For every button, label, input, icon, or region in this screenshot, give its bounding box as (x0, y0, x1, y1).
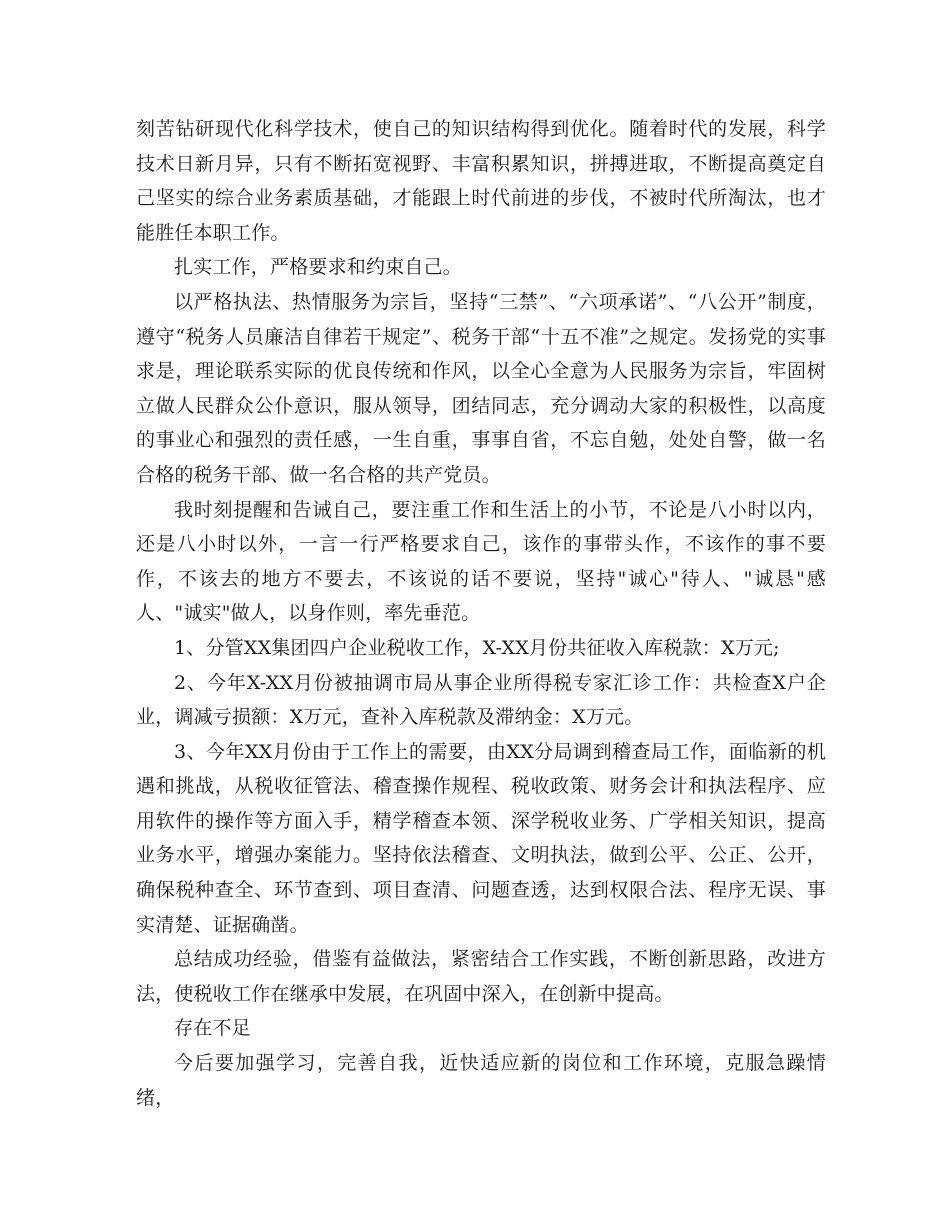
paragraph-summary: 总结成功经验，借鉴有益做法，紧密结合工作实践，不断创新思路，改进方法，使税收工作在继承中发展，在巩固中深入，在创新中提高。 (136, 948, 826, 1005)
paragraph-item-2: 2、今年X-XX月份被抽调市局从事企业所得税专家汇诊工作：共检查X户企业，调减亏损额：X万元，查补入库税款及滞纳金：X万元。 (136, 671, 826, 729)
paragraph-item-1: 1、分管XX集团四户企业税收工作，X-XX月份共征收入库税款：X万元; (174, 636, 780, 659)
paragraph-item-3: 3、今年XX月份由于工作上的需要，由XX分局调到稽查局工作，面临新的机遇和挑战，从税收征管法、稽查操作规程、税收政策、财务会计和执法程序、应用软件的操作等方面入手，精学稽查本领、深学税收业务、广学相关知识，提高业务水平，增强办案能力。坚持依法稽查、文明执法，做到公平、公正、公开，确保税种查全、环节查到、项目查清、问题查透，达到权限合法、程序无误、事实清楚、证据确凿。 (136, 740, 826, 936)
paragraph-principles: 以严格执法、热情服务为宗旨，坚持“三禁”、“六项承诺”、“八公开”制度，遵守“税务人员廉洁自律若干规定”、税务干部“十五不准”之规定。发扬党的实事求是，理论联系实际的优良传统和作风，以全心全意为人民服务为宗旨，牢固树立做人民群众公仆意识，服从领导，团结同志，充分调动大家的积极性，以高度的事业心和强烈的责任感，一生自重，事事自省，不忘自勉，处处自警，做一名合格的税务干部、做一名合格的共产党员。 (136, 290, 826, 486)
paragraph-heading-work: 扎实工作，严格要求和约束自己。 (174, 256, 463, 279)
paragraph-future: 今后要加强学习，完善自我，近快适应新的岗位和工作环境，克服急躁情绪， (136, 1052, 826, 1109)
paragraph-heading-shortcomings: 存在不足 (174, 1017, 251, 1040)
paragraph-continuation: 刻苦钻研现代化科学技术，使自己的知识结构得到优化。随着时代的发展，科学技术日新月异，只有不断拓宽视野、丰富积累知识，拼搏进取，不断提高奠定自己坚实的综合业务素质基础，才能跟上时代前进的步伐，不被时代所淘汰，也才能胜任本职工作。 (136, 118, 826, 244)
document-page (136, 112, 826, 1115)
paragraph-self-discipline: 我时刻提醒和告诫自己，要注重工作和生活上的小节，不论是八小时以内，还是八小时以外，一言一行严格要求自己，该作的事带头作，不该作的事不要作，不该去的地方不要去，不该说的话不要说，坚持"诚心"待人、"诚恳"感人、"诚实"做人，以身作则，率先垂范。 (136, 498, 826, 625)
